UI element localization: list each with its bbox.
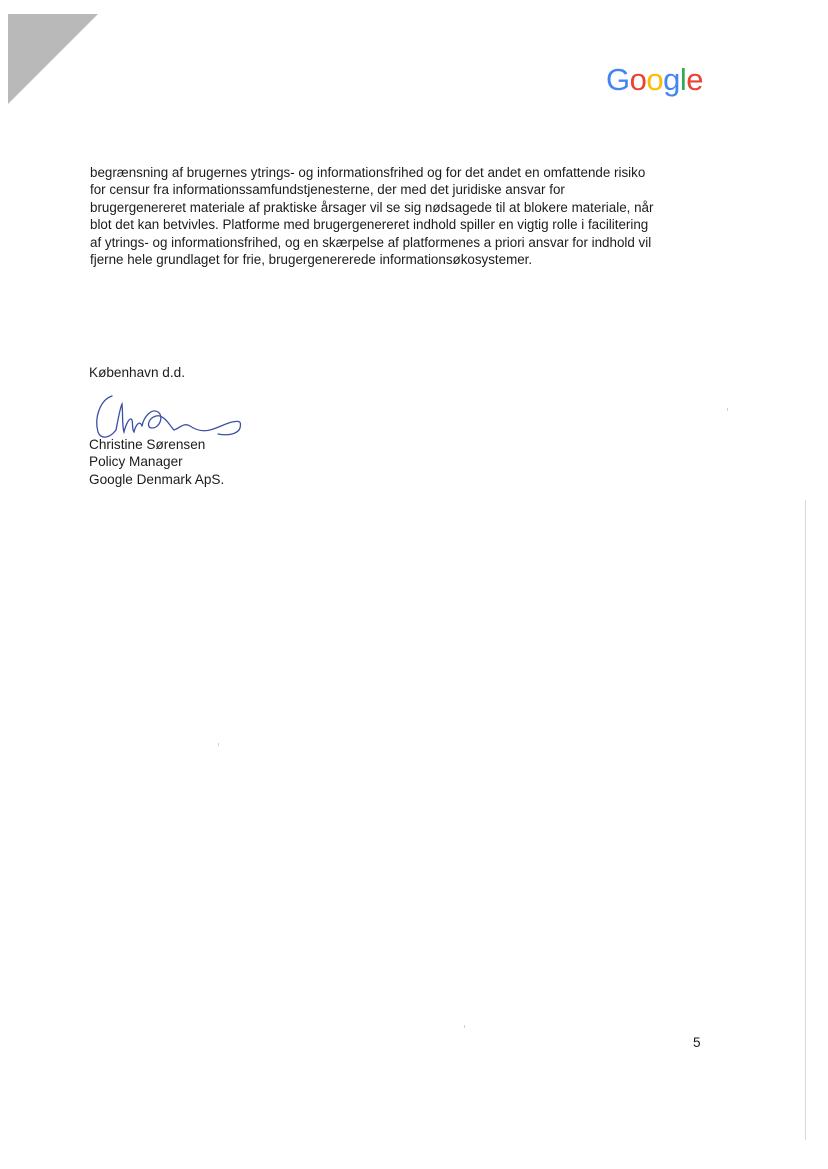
signer-company: Google Denmark ApS. — [89, 471, 225, 487]
signer-block — [89, 436, 224, 488]
logo-letter-e: e — [686, 62, 704, 97]
logo-letter-g2: g — [663, 62, 680, 97]
logo-letter-o2: o — [646, 62, 664, 97]
body-line: af ytrings- og informationsfrihed, og en skærpelse af platformenes a priori ansvar for indhold vil — [90, 234, 652, 250]
body-line: begrænsning af brugernes ytrings- og informationsfrihed og for det andet en omfattende risiko — [90, 165, 646, 180]
logo-letter-g1: G — [606, 62, 630, 97]
logo-letter-o1: o — [629, 62, 647, 97]
page-corner-fold — [8, 14, 98, 104]
scan-artifact — [464, 1025, 465, 1028]
body-line: for censur fra informationssamfundstjenesterne, der med det juridiske ansvar for — [90, 182, 565, 198]
signer-title: Policy Manager — [89, 454, 183, 470]
google-logo — [606, 64, 703, 95]
scan-artifact — [727, 408, 728, 411]
body-line: blot det kan betvivles. Platforme med brugergenereret indhold spiller en vigtig rolle i facilitering — [90, 217, 649, 233]
signer-name: Christine Sørensen — [89, 437, 206, 452]
scan-edge-line — [805, 500, 806, 1140]
logo-letter-l: l — [679, 62, 687, 97]
scan-artifact — [218, 743, 219, 746]
body-line: fjerne hele grundlaget for frie, brugergenererede informationsøkosystemer. — [90, 252, 533, 268]
body-line: brugergenereret materiale af praktiske årsager vil se sig nødsagede til at blokere materiale, når — [90, 199, 654, 215]
page-number: 5 — [693, 1035, 701, 1050]
body-paragraph — [90, 164, 730, 268]
place-date: København d.d. — [89, 365, 185, 380]
